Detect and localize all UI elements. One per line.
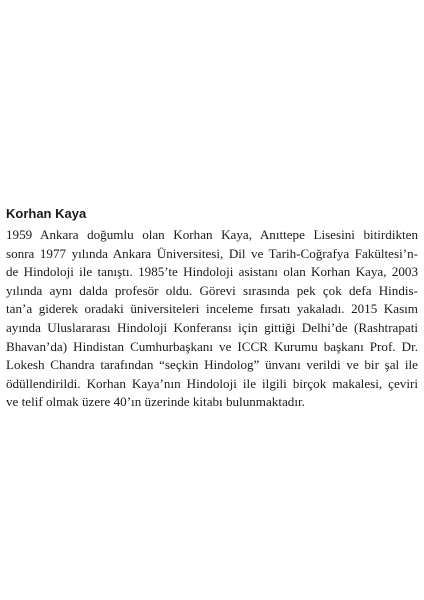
author-bio-paragraph <box>6 226 418 412</box>
bio-line: de Hindoloji ile tanıştı. 1985’te Hindoloji asistanı olan Korhan Kaya, 2003 <box>6 264 418 280</box>
bio-line: Lokesh Chandra tarafından “seçkin Hindolog” ünvanı verildi ve bir şal ile <box>6 357 418 373</box>
bio-line: 1959 Ankara doğumlu olan Korhan Kaya, Anıttepe Lisesini bitirdikten <box>6 227 418 242</box>
bio-line: ayında Uluslararası Hindoloji Konferansı için gittiği Delhi’de (Rashtrapati <box>6 319 418 335</box>
bio-line: ödüllendirildi. Korhan Kaya’nın Hindoloji ile ilgili birçok makalesi, çeviri <box>6 375 418 391</box>
bio-line: ve telif olmak üzere 40’ın üzerinde kitabı bulunmaktadır. <box>6 394 305 410</box>
author-name-heading: Korhan Kaya <box>6 206 87 221</box>
bio-line: tan’a giderek oradaki üniversiteleri inceleme fırsatı yakaladı. 2015 Kasım <box>6 301 418 317</box>
author-bio-section <box>6 205 418 412</box>
bio-line: sonra 1977 yılında Ankara Üniversitesi, Dil ve Tarih-Coğrafya Fakültesi’n- <box>6 245 418 261</box>
bio-line: Bhavan’da) Hindistan Cumhurbaşkanı ve ICCR Kurumu başkanı Prof. Dr. <box>6 338 418 354</box>
bio-line: yılında aynı dalda profesör oldu. Görevi sırasında pek çok defa Hindis- <box>6 282 418 298</box>
